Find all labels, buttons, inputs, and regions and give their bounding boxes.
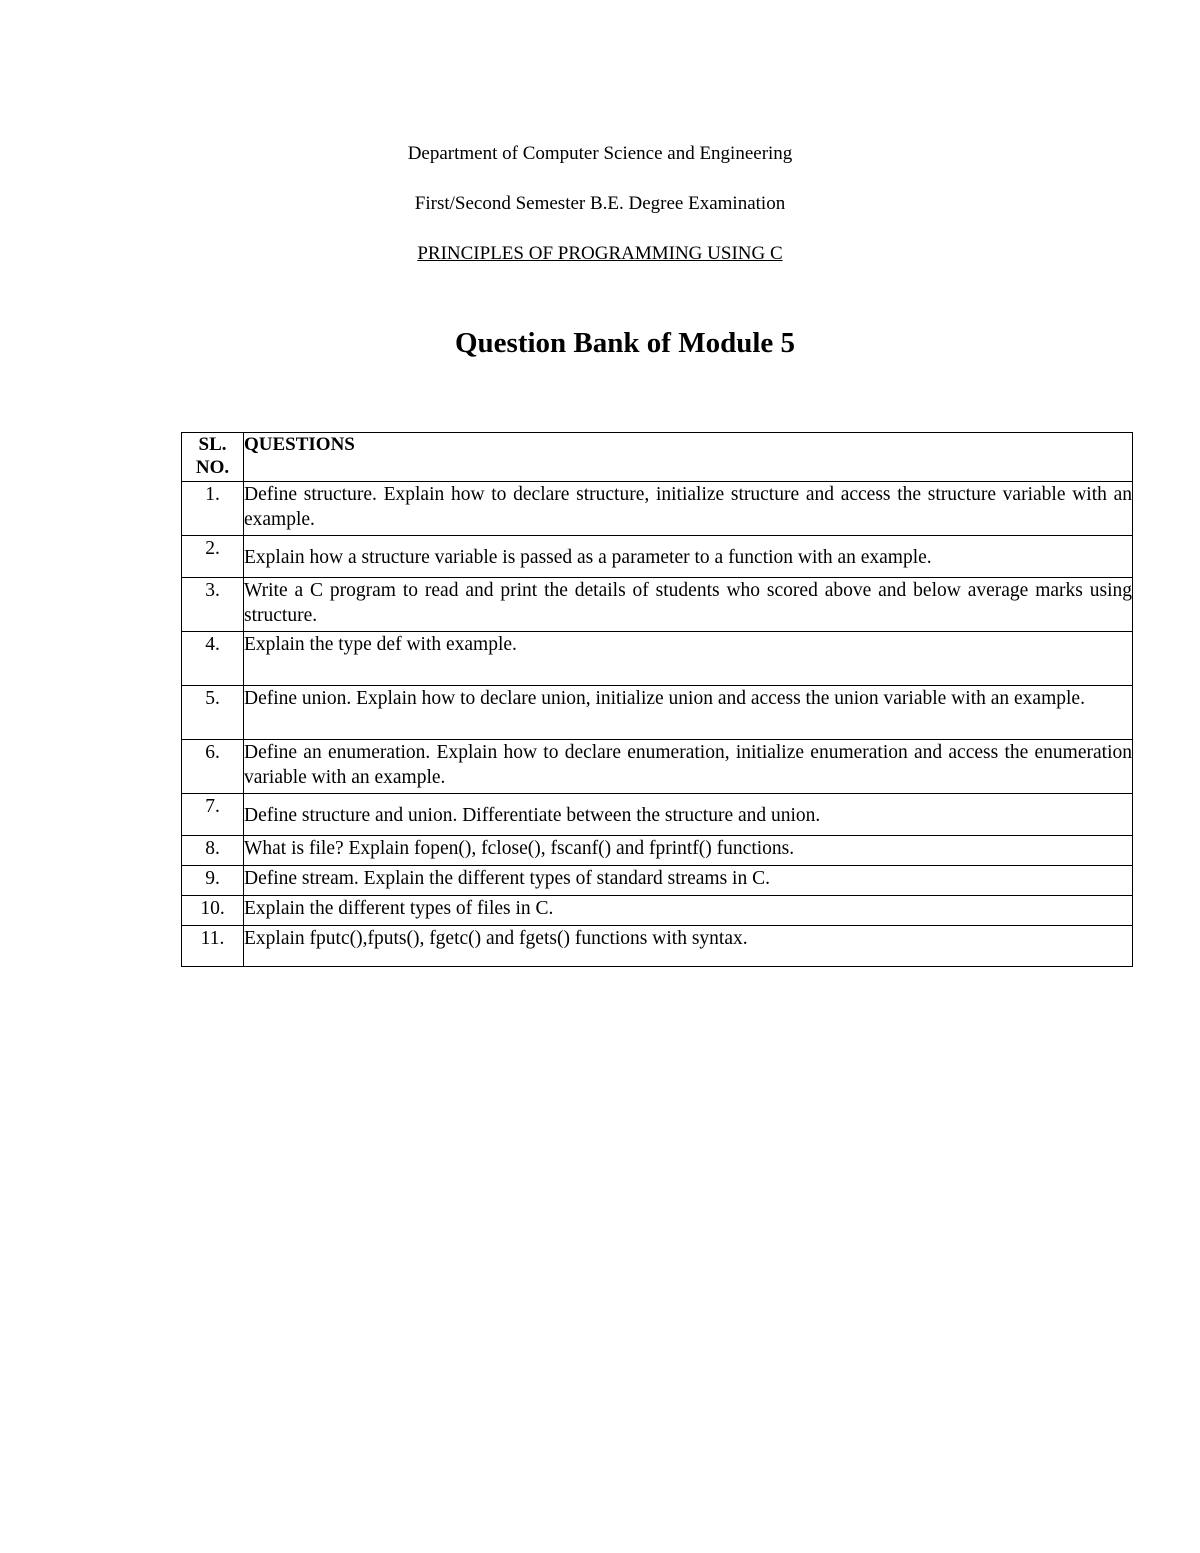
department-name: Department of Computer Science and Engineering [407,143,793,164]
row-number: 9. [182,866,244,896]
question-text: Explain the type def with example. [244,632,1133,686]
table-row [182,866,1133,896]
exam-semester: First/Second Semester B.E. Degree Examination [414,193,786,214]
table-header-row [182,433,1133,482]
subject-title: PRINCIPLES OF PROGRAMMING USING C [417,243,783,264]
row-number: 8. [182,836,244,866]
question-text: Define union. Explain how to declare union, initialize union and access the union variable with an example. [244,686,1133,740]
row-number: 2. [182,536,244,578]
page-title: Question Bank of Module 5 [455,327,795,359]
table-row [182,686,1133,740]
question-text: Write a C program to read and print the details of students who scored above and below average marks using structure. [244,578,1133,632]
row-number: 3. [182,578,244,632]
table-row [182,740,1133,794]
table-row [182,794,1133,836]
row-number: 1. [182,482,244,536]
table-row [182,896,1133,926]
sl-no-header-line2: NO. [195,457,230,478]
question-text: Define stream. Explain the different types of standard streams in C. [244,866,1133,896]
question-text: What is file? Explain fopen(), fclose(), fscanf() and fprintf() functions. [244,836,1133,866]
question-text: Define an enumeration. Explain how to declare enumeration, initialize enumeration and access the enumeration variable with an example. [244,740,1133,794]
table-row [182,536,1133,578]
table-row [182,926,1133,967]
question-text: Explain fputc(),fputs(), fgetc() and fgets() functions with syntax. [244,926,1133,967]
row-number: 7. [182,794,244,836]
table-row [182,632,1133,686]
row-number: 5. [182,686,244,740]
table-row [182,836,1133,866]
table-row [182,578,1133,632]
row-number: 4. [182,632,244,686]
questions-header: QUESTIONS [244,433,1133,482]
sl-no-header [182,433,244,482]
question-table [181,432,1133,967]
table-row [182,482,1133,536]
row-number: 11. [182,926,244,967]
sl-no-header-line1: SL. [198,434,227,455]
row-number: 10. [182,896,244,926]
question-text: Explain the different types of files in C. [244,896,1133,926]
question-text: Define structure and union. Differentiate between the structure and union. [244,794,1133,836]
question-text: Define structure. Explain how to declare structure, initialize structure and access the structure variable with an example. [244,482,1133,536]
row-number: 6. [182,740,244,794]
question-text: Explain how a structure variable is passed as a parameter to a function with an example. [244,536,1133,578]
